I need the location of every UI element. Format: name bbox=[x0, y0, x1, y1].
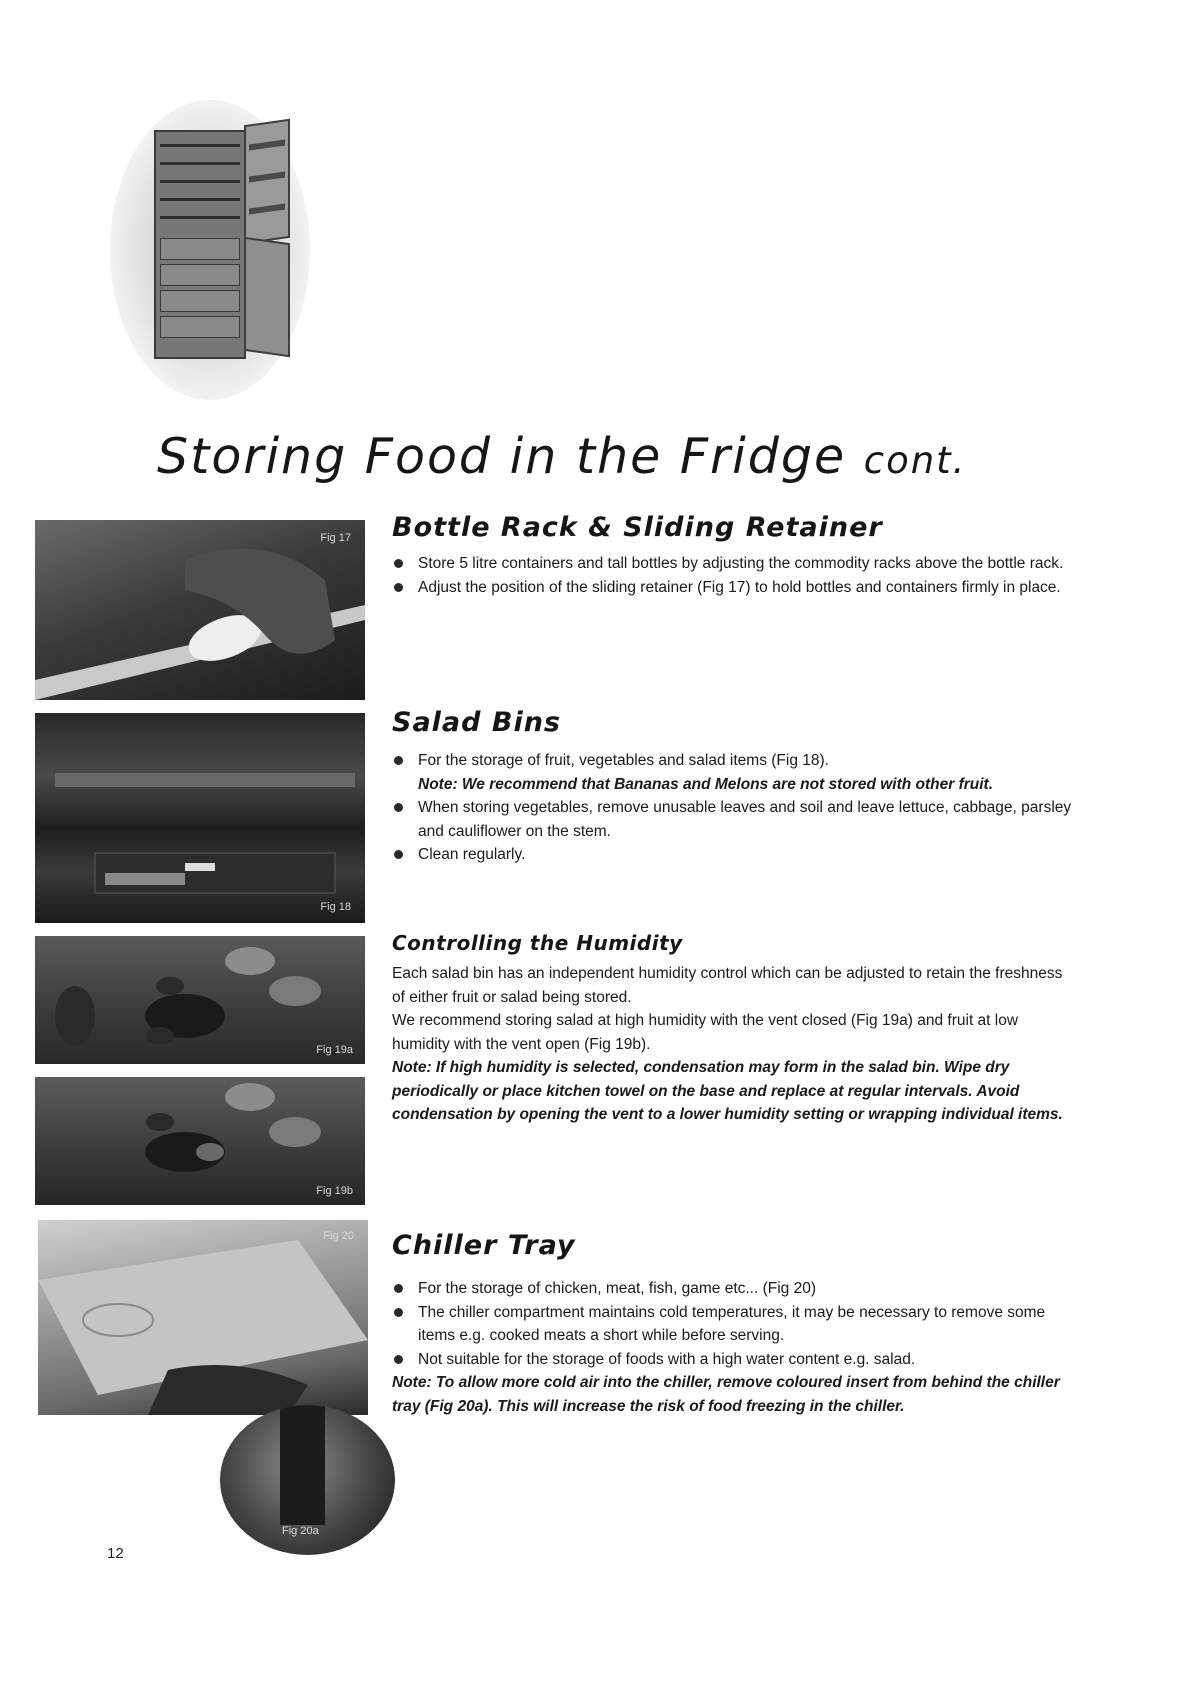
list-item: Not suitable for the storage of foods with a high water content e.g. salad. bbox=[392, 1348, 1072, 1372]
list-item: Store 5 litre containers and tall bottles by adjusting the commodity racks above the bottle rack. bbox=[392, 552, 1072, 576]
humidity-heading: Controlling the Humidity bbox=[392, 931, 683, 955]
page-title: Storing Food in the Fridge cont. bbox=[157, 428, 967, 485]
salad-bins-note: Note: We recommend that Bananas and Melons are not stored with other fruit. bbox=[418, 775, 994, 793]
list-item: Adjust the position of the sliding retainer (Fig 17) to hold bottles and containers firmly in place. bbox=[392, 576, 1072, 600]
list-item: Clean regularly. bbox=[392, 843, 1072, 867]
humidity-paragraph-2: We recommend storing salad at high humidity with the vent closed (Fig 19a) and fruit at low humidity with the vent open (Fig 19b). bbox=[392, 1012, 1019, 1053]
chiller-heading: Chiller Tray bbox=[392, 1230, 576, 1261]
salad-bins-body bbox=[392, 749, 1072, 867]
fig-20-photo bbox=[38, 1220, 368, 1415]
fig-20a-label: Fig 20a bbox=[282, 1525, 319, 1537]
fig-18-photo bbox=[35, 713, 365, 923]
fig-19b-label: Fig 19b bbox=[316, 1185, 353, 1197]
fridge-illustration bbox=[110, 100, 310, 400]
list-item: When storing vegetables, remove unusable leaves and soil and leave lettuce, cabbage, parsley and cauliflower on the stem. bbox=[392, 796, 1072, 843]
fig-18-label: Fig 18 bbox=[320, 901, 351, 913]
bottle-rack-heading: Bottle Rack & Sliding Retainer bbox=[392, 512, 883, 543]
list-item: For the storage of fruit, vegetables and salad items (Fig 18). bbox=[392, 749, 1072, 773]
page-number: 12 bbox=[107, 1545, 124, 1562]
list-item: The chiller compartment maintains cold temperatures, it may be necessary to remove some items e.g. cooked meats a short while before serving. bbox=[392, 1301, 1072, 1348]
list-item: For the storage of chicken, meat, fish, game etc... (Fig 20) bbox=[392, 1277, 1072, 1301]
fig-19a-label: Fig 19a bbox=[316, 1044, 353, 1056]
chiller-note: Note: To allow more cold air into the chiller, remove coloured insert from behind the chiller tray (Fig 20a). This will increase the risk of food freezing in the chiller. bbox=[392, 1374, 1060, 1415]
bottle-rack-body bbox=[392, 552, 1072, 599]
fig-20-label: Fig 20 bbox=[323, 1230, 354, 1242]
humidity-paragraph-1: Each salad bin has an independent humidity control which can be adjusted to retain the freshness of either fruit or salad being stored. bbox=[392, 965, 1063, 1006]
salad-bins-heading: Salad Bins bbox=[392, 707, 561, 738]
fig-19b-photo bbox=[35, 1077, 365, 1205]
fig-17-photo bbox=[35, 520, 365, 700]
humidity-note: Note: If high humidity is selected, condensation may form in the salad bin. Wipe dry periodically or place kitchen towel on the base and replace at regular intervals. Avoid condensation by opening the vent to a lower humidity setting or wrapping individual items. bbox=[392, 1059, 1063, 1123]
fig-17-label: Fig 17 bbox=[320, 532, 351, 544]
humidity-body bbox=[392, 962, 1072, 1127]
chiller-body bbox=[392, 1277, 1072, 1418]
fig-20a-photo bbox=[220, 1405, 395, 1555]
fig-19a-photo bbox=[35, 936, 365, 1064]
